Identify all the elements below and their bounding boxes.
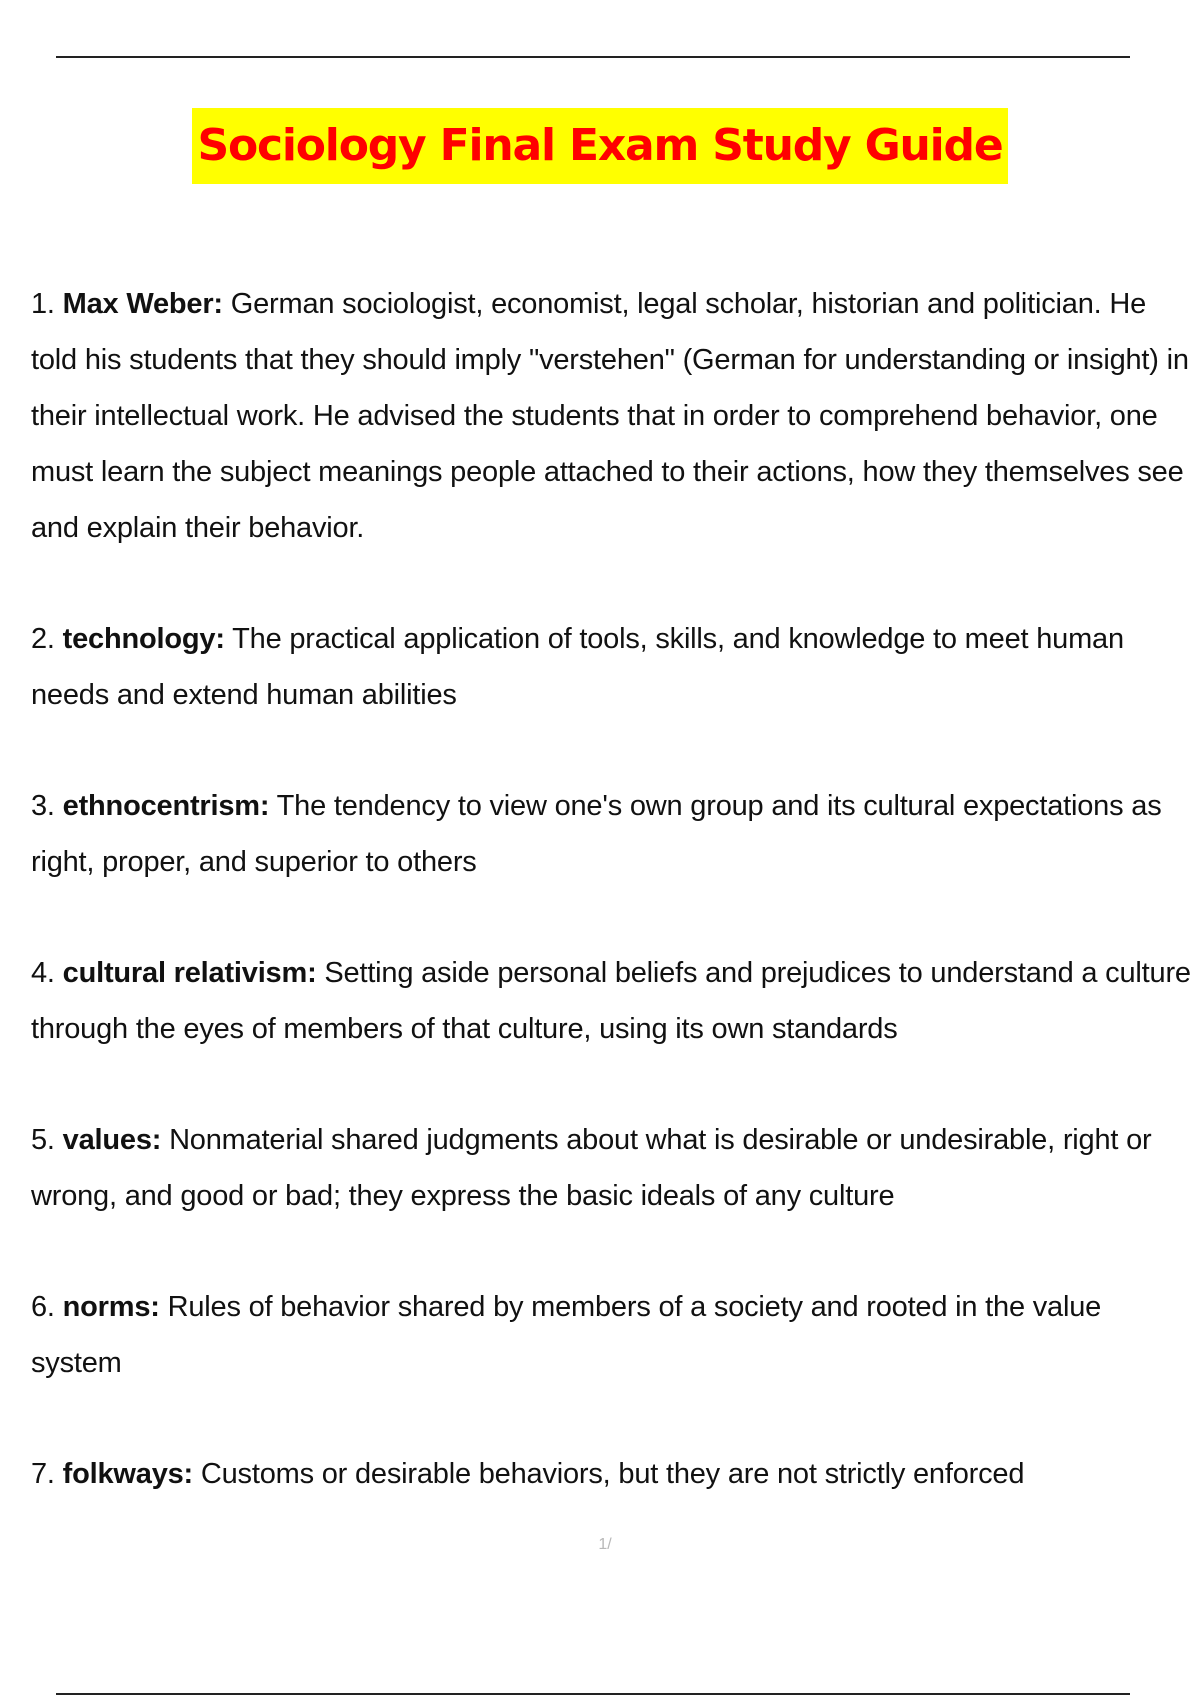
entry-number: 4. <box>31 957 55 989</box>
entry-number: 7. <box>31 1458 55 1490</box>
entry-number: 2. <box>31 623 55 655</box>
entry-term: ethnocentrism: <box>62 790 270 822</box>
entry-definition: The practical application of tools, skills, and knowledge to meet human needs and extend human abilities <box>31 623 1124 711</box>
entry-term: values: <box>62 1124 162 1156</box>
entry-definition: Nonmaterial shared judgments about what is desirable or undesirable, right or wrong, and good or bad; they express the basic ideals of any culture <box>31 1124 1152 1212</box>
list-item <box>31 945 1197 1057</box>
entry-number: 1. <box>31 288 55 320</box>
entry-number: 6. <box>31 1291 55 1323</box>
page-title: Sociology Final Exam Study Guide <box>192 108 1009 184</box>
entry-number: 3. <box>31 790 55 822</box>
study-guide-list <box>31 276 1197 1557</box>
entry-definition: Rules of behavior shared by members of a society and rooted in the value system <box>31 1291 1102 1379</box>
list-item <box>31 276 1197 556</box>
entry-number: 5. <box>31 1124 55 1156</box>
top-rule <box>56 56 1130 58</box>
entry-term: folkways: <box>62 1458 194 1490</box>
entry-term: norms: <box>62 1291 160 1323</box>
list-item <box>31 1446 1197 1502</box>
list-item <box>31 778 1197 890</box>
list-item <box>31 611 1197 723</box>
list-item <box>31 1279 1197 1391</box>
list-item <box>31 1112 1197 1224</box>
entry-term: technology: <box>62 623 225 655</box>
entry-definition: The tendency to view one's own group and its cultural expectations as right, proper, and superior to others <box>31 790 1162 878</box>
entry-term: Max Weber: <box>62 288 223 320</box>
bottom-rule <box>56 1693 1130 1695</box>
title-container <box>0 108 1200 184</box>
entry-definition: Setting aside personal beliefs and prejudices to understand a culture through the eyes of members of that culture, using its own standards <box>31 957 1191 1045</box>
entry-term: cultural relativism: <box>62 957 317 989</box>
entry-definition: German sociologist, economist, legal scholar, historian and politician. He told his students that they should imply "verstehen" (German for understanding or insight) in their intellectual work. He advised the students that in order to comprehend behavior, one must learn the subject meanings people attached to their actions, how they themselves see and explain their behavior. <box>31 288 1189 544</box>
page-number: 1/ <box>598 1536 612 1553</box>
entry-definition: Customs or desirable behaviors, but they are not strictly enforced <box>200 1458 1025 1490</box>
